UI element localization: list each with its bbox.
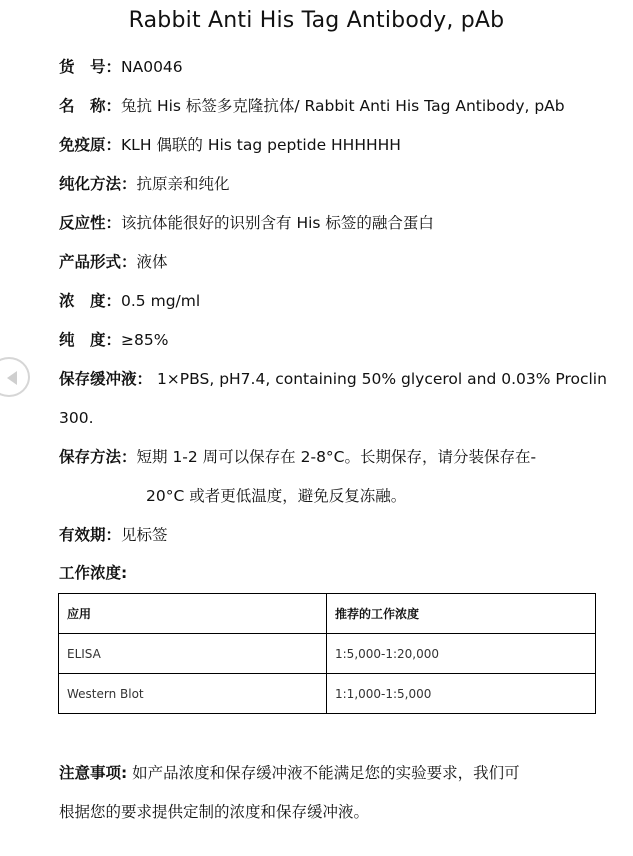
field-catalog-number — [59, 55, 613, 79]
field-purification — [59, 172, 613, 196]
table-cell: 1:1,000-1:5,000 — [327, 674, 596, 714]
field-label: 反应性： — [59, 214, 122, 232]
field-label: 免疫原： — [59, 136, 122, 154]
field-value: 抗原亲和纯化 — [136, 175, 230, 193]
field-value: ≥85% — [121, 331, 169, 349]
field-label: 保存方法： — [59, 448, 137, 466]
field-concentration — [59, 289, 613, 313]
field-label: 货 号： — [59, 58, 122, 76]
field-value: NA0046 — [121, 58, 183, 76]
table-cell: Western Blot — [59, 674, 327, 714]
table-row — [59, 674, 596, 714]
field-storage-method — [59, 445, 613, 469]
field-value: KLH 偶联的 His tag peptide HHHHHH — [121, 136, 401, 154]
work-concentration-table — [58, 593, 596, 714]
field-label: 浓 度： — [59, 292, 122, 310]
field-label: 保存缓冲液： — [59, 370, 153, 388]
field-value: 如产品浓度和保存缓冲液不能满足您的实验要求，我们可 — [127, 764, 520, 782]
field-notes — [59, 761, 613, 785]
field-label: 注意事项: — [59, 764, 128, 782]
table-header-application: 应用 — [59, 594, 327, 634]
field-reactivity — [59, 211, 613, 235]
work-concentration-title: 工作浓度: — [59, 564, 128, 582]
table-header-row — [59, 594, 596, 634]
field-value: 0.5 mg/ml — [121, 292, 201, 310]
table-cell: 1:5,000-1:20,000 — [327, 634, 596, 674]
field-value: 该抗体能很好的识别含有 His 标签的融合蛋白 — [121, 214, 434, 232]
field-value: 见标签 — [121, 526, 168, 544]
previous-page-button[interactable] — [0, 357, 30, 397]
field-label: 产品形式： — [59, 253, 137, 271]
table-row — [59, 634, 596, 674]
field-form — [59, 250, 613, 274]
field-label: 纯 度： — [59, 331, 122, 349]
field-label: 名 称： — [59, 97, 122, 115]
field-name — [59, 94, 613, 118]
field-value-continuation: 根据您的要求提供定制的浓度和保存缓冲液。 — [59, 803, 370, 821]
field-immunogen — [59, 133, 613, 157]
field-expiry — [59, 523, 613, 547]
field-value: 兔抗 His 标签多克隆抗体/ Rabbit Anti His Tag Antibody, pAb — [121, 97, 565, 115]
field-value: 1×PBS, pH7.4, containing 50% glycerol and 0.03% Proclin — [152, 370, 607, 388]
field-value: 液体 — [136, 253, 168, 271]
field-value-continuation: 20°C 或者更低温度，避免反复冻融。 — [146, 487, 407, 505]
field-storage-buffer — [59, 367, 613, 391]
field-purity — [59, 328, 613, 352]
document-title: Rabbit Anti His Tag Antibody, pAb — [128, 8, 505, 33]
table-cell: ELISA — [59, 634, 327, 674]
field-value: 短期 1-2 周可以保存在 2-8°C。长期保存，请分装保存在- — [136, 448, 537, 466]
chevron-left-icon — [7, 371, 17, 385]
field-value-continuation: 300. — [59, 409, 94, 427]
field-label: 纯化方法： — [59, 175, 137, 193]
table-header-recommended-dilution: 推荐的工作浓度 — [327, 594, 596, 634]
field-label: 有效期： — [59, 526, 122, 544]
